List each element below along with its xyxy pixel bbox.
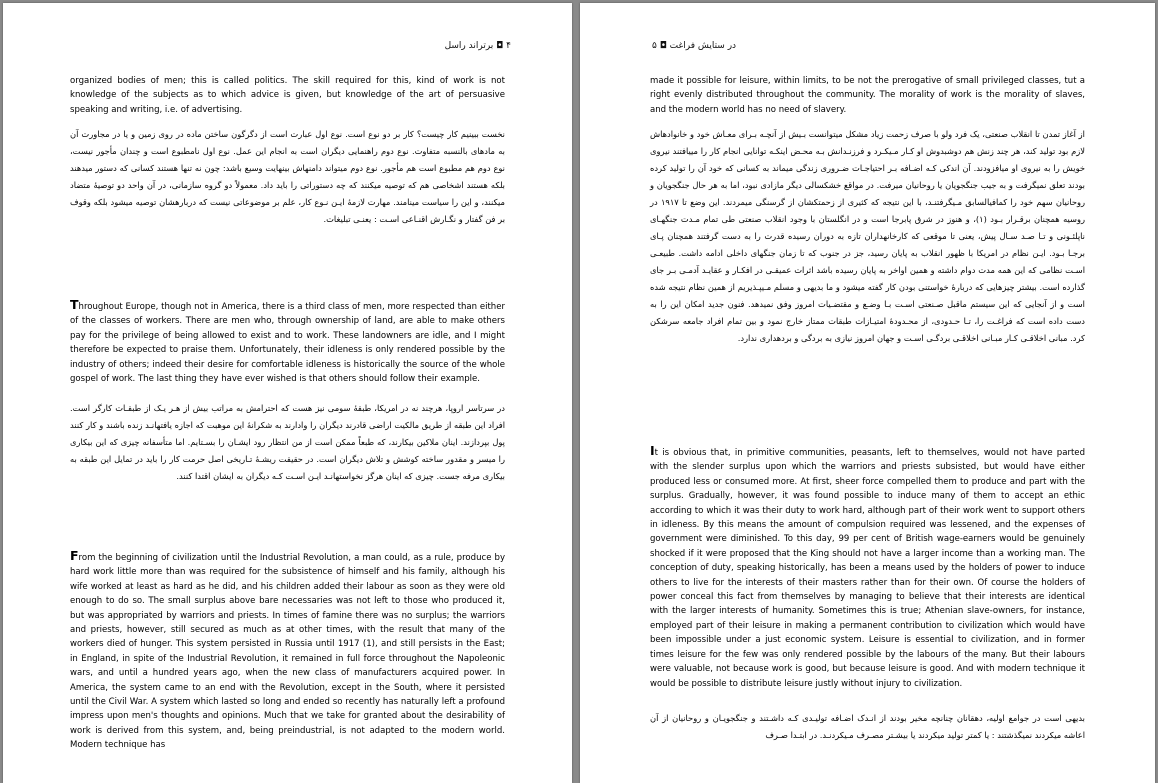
persian-paragraph: بدیهی است در جوامع اولیه، دهقانان چنانچه مخیر بودند از انـدک اضـافه تولیـدی کـه داشـتند و جنگجویـان و روحانیان از آن اعاشه میکردند نمیگذشتند : یا کمتر تولید میکردند یا بیشـتر مصـرف مـیکردنـد. در ابتـدا صـرف: [650, 713, 1085, 740]
persian-paragraph: نخست ببینیم کار چیست؟ کار بر دو نوع است. نوع اول عبارت است از دگرگون ساختن ماده در روی زمین و یا در مجاورت آن به مادهای بالنسبه متفاوت. نوع دوم راهنمایی دیگران است به انجام این عمل. نوع اول نامطبوع است و چندان مأجور نیست، نوع دوم هم مطبوع است هم مأجور. نوع دوم میتواند دامنهاش بینهایت وسیع باشد: چون نه تنها هستند کسانی که دستور میدهند بلکه هستند اشخاصی هم که توصیه میکنند که چه دستوراتی را باید داد. معمولاً دو گروه سازمانی، در آن واحد دو توصیهٔ متضاد میکنند، و این را سیاست مینامند. مهارت لازمهٔ ایـن نـوع کار، علم بر موضوعاتی نیست که دربارهشان توصیه میشود بلکه وقوف بر فن گفتار و نگـارش اقنـاعی اسـت : یعنـی تبلیغات.: [70, 129, 505, 224]
right-page: [580, 3, 1155, 783]
english-paragraph: [70, 549, 505, 753]
english-paragraph-text: rom the beginning of civilization until the Industrial Revolution, a man could, as a rule, produce by hard work little more than was required for the subsistence of himself and his family, although his wife worked at least as hard as he did, and his children added their labour as soon as they were old enough to do so. The small surplus above bare necessaries was not left to those who produced it, but was appropriated by warriors and priests. In times of famine there was no surplus; the warriors and priests, however, still secured as much as at other times, with the result that many of the workers died of hunger. This system persisted in Russia until 1917 (1), and still persists in the East; in England, in spite of the Industrial Revolution, it remained in full force throughout the Napoleonic wars, and until a hundred years ago, when the new class of manufacturers acquired power. In America, the system came to an end with the Revolution, except in the South, where it persisted until the Civil War. A system which lasted so long and ended so recently has naturally left a profound impress upon men's thoughts and opinions. Much that we take for granted about the desirability of work is derived from this system, and, being preindustrial, is not adapted to the modern world. Modern technique has: [70, 553, 505, 751]
persian-paragraph: از آغاز تمدن تا انقلاب صنعتی، یک فرد ولو با صرف زحمت زیاد مشکل میتوانست بـیش از آنچـه بـرای معـاش خود و خانوادهاش لازم بود تولید کند، هر چند زنش هم دوشبدوش او کـار مـیکـرد و فرزنـدانش بـه محـض اینکـه توانایی انجام کار را مییافتند نیروی خویش را به نیروی او میافزودند. آن اندکی کـه اضـافه بـر احتیاجـات ضـروری زندگی میماند به کسانی که خود آن را تولید کرده بودند تعلق نمیگرفت و به جیب جنگجویان یا روحانیان میرفت. در مواقع خشکسالی دیگر مازادی نبود، اما به هر حال جنگجویان و روحانیان سهم خود را کمافیالسابق مـیگرفتنـد، با این نتیجه که کثیری از زحمتکشان از گرسنگی میمردند. این وضع تا ۱۹۱۷ در روسیه همچنان برقـرار بـود (۱)، و هنوز در شرق پابرجا است و در انگلستان با وجود انقلاب صنعتی طی تمام مـدت جنگهـای ناپلئـونی و تـا صـد سـال پیش، یعنی تا موقعی که کارخانهداران تازه به دوران رسیده قدرت را به دست گرفتند همچنان پـای برجـا بـود. ایـن نظام در امریکا با ظهور انقلاب به پایان رسید، جز در جنوب که تا زمان جنگهای داخلی ادامه داشت. طبیعـی اسـت نظامی که این همه مدت دوام داشته و همین اواخر به پایان رسیده باشد اثرات عمیقـی در افکـار و عقایـد آدمـی بـر جای گذارده است. بیشتر چیزهایی که دربارهٔ خواستنی بودن کار گفته میشود و ما بدیهی و مسلم مـیپـذیریم از همین نظام نتیجه شده است و از آنجایی که این سیستم ماقبل صـنعتی اسـت بـا وضـع و مقتضـیات امروز وفق نمیدهد. فنون جدید امکان این را به دست داده است که فراغـت را، تـا حـدودی، از محـدودهٔ امتیـازات طبقات ممتاز خارج نمود و بین تمام افراد جامعه سرشکن کرد. مبانی اخلاقـی کـار مبـانی اخلاقـی بردگـی اسـت و جهان امروز نیازی به بردگی و بردهداری ندارد.: [650, 129, 1085, 343]
drop-cap: F: [70, 548, 79, 563]
drop-cap: I: [650, 443, 655, 458]
page-header: ۴ ◘ برتراند راسل: [444, 41, 511, 51]
drop-cap: T: [70, 297, 79, 312]
english-paragraph-text: t is obvious that, in primitive communities, peasants, left to themselves, would not have parted with the slender surplus upon which the warriors and priests subsisted, but would have either produced less or consumed more. At first, sheer force compelled them to produce and part with the surplus. Gradually, however, it was found possible to induce many of them to accept an ethic according to which it was their duty to work hard, although part of their work went to support others in idleness. By this means the amount of compulsion required was lessened, and the expenses of government were diminished. To this day, 99 per cent of British wage-earners would be genuinely shocked if it were proposed that the King should not have a larger income than a working man. The conception of duty, speaking historically, has been a means used by the holders of power to induce others to live for the interests of their masters rather than for their own. Of course the holders of power conceal this fact from themselves by managing to believe that their interests are identical with the larger interests of humanity. Sometimes this is true; Athenian slave-owners, for instance, employed part of their leisure in making a permanent contribution to civilization which would have been impossible under a just economic system. Leisure is essential to civilization, and in former times leisure for the few was only rendered possible by the labours of the many. But their labours were valuable, not because work is good, but because leisure is good. And with modern technique it would be possible to distribute leisure justly without injury to civilization.: [650, 448, 1085, 689]
english-paragraph: made it possible for leisure, within limits, to be not the prerogative of small privileged classes, tut a right evenly distributed throughout the community. The morality of work is the morality of slaves, and the modern world has no need of slavery.: [650, 76, 1085, 115]
page-header: در ستایش فراغت ◘ ۵: [652, 41, 737, 51]
english-paragraph-text: hroughout Europe, though not in America, there is a third class of men, more respected than either of the classes of workers. There are men who, through ownership of land, are able to make others pay for the privilege of being allowed to exist and to work. These landowners are idle, and I might therefore be expected to praise them. Unfortunately, their idleness is only rendered possible by the industry of others; indeed their desire for comfortable idleness is historically the source of the whole gospel of work. The last thing they have ever wished is that others should follow their example.: [70, 302, 505, 385]
left-page: [3, 3, 572, 783]
english-paragraph: organized bodies of men; this is called politics. The skill required for this, kind of work is not knowledge of the subjects as to which advice is given, but knowledge of the art of persuasive speaking and writing, i.e. of advertising.: [70, 76, 505, 115]
english-paragraph: [70, 298, 505, 386]
english-paragraph: [650, 444, 1085, 691]
persian-paragraph: در سرتاسر اروپا، هرچند نه در امریکا، طبقهٔ سومی نیز هست که احترامش به مراتب بیش از هـر یـک از طبقـات کارگر است. افراد این طبقه از طریق مالکیت اراضی قادرند دیگران را وادارند به شکرانهٔ این موهبت که اجازه یافتهانـد زنده باشند و کار کنند پول بپردازند. اینان ملاکین بیکارند، که طبعاً ممکن است از من انتظار رود ایشـان را بسـتایم. اما متأسفانه چیزی که این بیکاری را میسر و مقدور ساخته کوشش و تلاش دیگران است. در حقیقت ریشـهٔ تـاریخی اصل حرمت کار را باید در تمایل این طبقه به بیکاری مرفه جست. چیزی که اینان هرگز نخواستهانـد ایـن اسـت کـه دیگران به ایشان اقتدا کنند.: [70, 403, 505, 481]
